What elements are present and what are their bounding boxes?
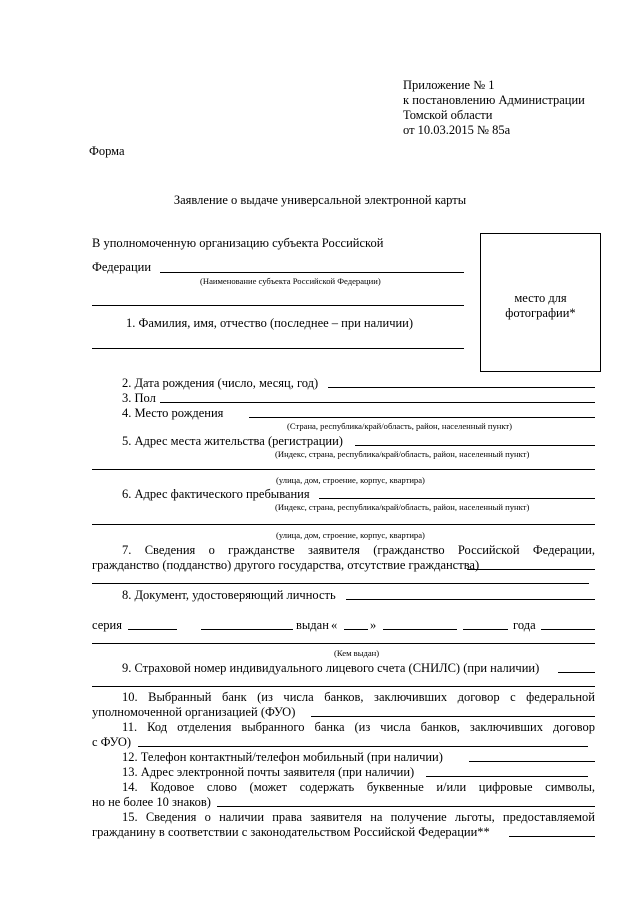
field-8-hint: (Кем выдан) (334, 648, 380, 658)
year-label: года (513, 618, 536, 632)
email-field[interactable] (426, 776, 588, 777)
snils-field-2[interactable] (92, 686, 595, 687)
quote-open: « (331, 618, 338, 632)
field-15-line-1: 15. Сведения о наличии права заявителя на получение льготы, предоставляемой (122, 810, 595, 824)
appendix-line-4: от 10.03.2015 № 85а (403, 123, 511, 137)
field-10-line-1: 10. Выбранный банк (из числа банков, заключивших договор с федеральной (122, 690, 595, 704)
citizenship-field-2[interactable] (92, 583, 589, 584)
phone-field[interactable] (469, 761, 595, 762)
field-1-label: 1. Фамилия, имя, отчество (последнее – при наличии) (126, 316, 414, 330)
field-5-hint-b: (улица, дом, строение, корпус, квартира) (276, 475, 425, 485)
field-12-label: 12. Телефон контактный/телефон мобильный (при наличии) (122, 750, 443, 764)
org-name-field[interactable] (160, 272, 464, 273)
quote-close: » (370, 618, 377, 632)
gender-field[interactable] (160, 402, 595, 403)
field-2-label: 2. Дата рождения (число, месяц, год) (122, 376, 319, 390)
citizenship-field[interactable] (467, 569, 595, 570)
codeword-field[interactable] (217, 806, 595, 807)
birthplace-field[interactable] (249, 417, 595, 418)
issue-month-field[interactable] (383, 629, 457, 630)
bank-branch-code-field[interactable] (138, 746, 588, 747)
residence-address-field[interactable] (355, 445, 595, 446)
form-label: Форма (89, 144, 125, 158)
page-title: Заявление о выдаче универсальной электронной карты (173, 193, 467, 207)
series-label: серия (92, 618, 122, 632)
issued-by-field[interactable] (92, 643, 595, 644)
birthdate-field[interactable] (328, 387, 595, 388)
fullname-field-top[interactable] (92, 305, 464, 306)
field-5-label: 5. Адрес места жительства (регистрации) (122, 434, 343, 448)
field-14-line-1: 14. Кодовое слово (может содержать буквенные и/или цифровые символы, (122, 780, 595, 794)
issue-date-extra-field[interactable] (541, 629, 595, 630)
field-7-line-2: гражданство (подданство) другого государства, отсутствие гражданства) (92, 558, 480, 572)
bank-field[interactable] (311, 716, 595, 717)
snils-field[interactable] (558, 672, 595, 673)
appendix-line-1: Приложение № 1 (403, 78, 495, 92)
field-14-line-2: но не более 10 знаков) (92, 795, 211, 809)
field-13-label: 13. Адрес электронной почты заявителя (при наличии) (122, 765, 415, 779)
appendix-line-3: Томской области (403, 108, 493, 122)
field-11-line-2: с ФУО) (92, 735, 132, 749)
issue-year-field[interactable] (463, 629, 508, 630)
actual-address-field[interactable] (319, 498, 595, 499)
field-15-line-2: гражданину в соответствии с законодательством Российской Федерации** (92, 825, 490, 839)
org-line-2: Федерации (92, 260, 152, 274)
field-7-line-1: 7. Сведения о гражданстве заявителя (гражданство Российской Федерации, (122, 543, 595, 557)
field-4-hint: (Страна, республика/край/область, район, населенный пункт) (287, 421, 513, 431)
benefit-field[interactable] (509, 836, 595, 837)
field-9-label: 9. Страховой номер индивидуального лицевого счета (СНИЛС) (при наличии) (122, 661, 540, 675)
photo-placeholder: место для фотографии* (505, 291, 576, 320)
series-field[interactable] (128, 629, 177, 630)
field-6-label: 6. Адрес фактического пребывания (122, 487, 310, 501)
appendix-line-2: к постановлению Администрации (403, 93, 585, 107)
org-hint: (Наименование субъекта Российской Федерации) (200, 276, 381, 286)
field-6-hint-b: (улица, дом, строение, корпус, квартира) (276, 530, 425, 540)
field-10-line-2: уполномоченной организацией (ФУО) (92, 705, 296, 719)
field-5-hint-a: (Индекс, страна, республика/край/область, район, населенный пункт) (275, 449, 530, 459)
field-11-line-1: 11. Код отделения выбранного банка (из числа банков, заключивших договор (122, 720, 595, 734)
field-3-label: 3. Пол (122, 391, 156, 405)
issue-day-field[interactable] (344, 629, 368, 630)
field-4-label: 4. Место рождения (122, 406, 224, 420)
field-6-hint-a: (Индекс, страна, республика/край/область, район, населенный пункт) (275, 502, 530, 512)
number-field[interactable] (201, 629, 293, 630)
photo-box (480, 233, 601, 372)
issued-label: выдан (296, 618, 329, 632)
actual-address-field-2[interactable] (92, 524, 595, 525)
field-8-label: 8. Документ, удостоверяющий личность (122, 588, 336, 602)
fullname-field-bottom[interactable] (92, 348, 464, 349)
id-document-field[interactable] (346, 599, 595, 600)
residence-address-field-2[interactable] (92, 469, 595, 470)
org-line-1: В уполномоченную организацию субъекта Российской (92, 236, 384, 250)
